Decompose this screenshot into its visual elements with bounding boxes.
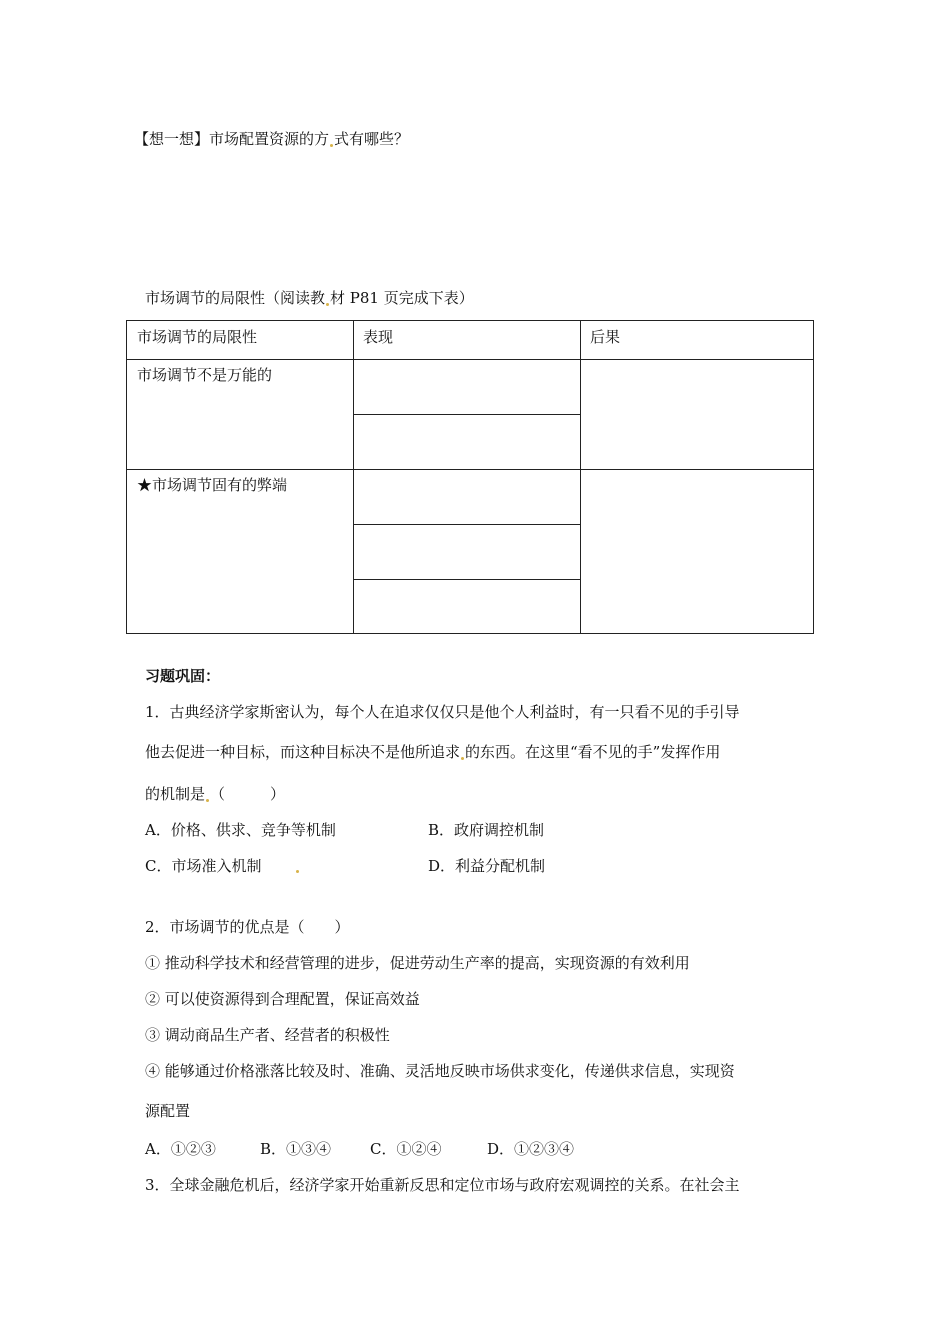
table-divider [353,579,580,580]
think-text-1: 【想一想】市场配置资源的方 [134,130,330,148]
header-limitations: 市场调节的局限性 [137,328,258,346]
q2-option-b: B．①③④ [260,1140,332,1158]
q1-line3-b: （ ） [210,785,286,803]
exercise-heading: 习题巩固： [145,667,221,685]
row2-label: ★市场调节固有的弊端 [137,476,288,494]
table-divider [127,469,813,470]
q1-line1: 1．古典经济学家斯密认为，每个人在追求仅仅只是他个人利益时，有一只看不见的手引导 [145,703,740,721]
q2-option-c: C．①②④ [370,1140,442,1158]
q3-line1: 3．全球金融危机后，经济学家开始重新反思和定位市场与政府宏观调控的关系。在社会主 [145,1176,740,1194]
table-divider [353,321,354,633]
q1-line2 [145,741,720,762]
think-prompt [134,128,409,149]
q1-option-a: A．价格、供求、竞争等机制 [145,821,336,839]
header-consequence: 后果 [590,328,621,346]
limitations-table [126,320,814,634]
highlight-dot [326,303,329,306]
row1-label: 市场调节不是万能的 [137,366,273,384]
q2-item2: ② 可以使资源得到合理配置，保证高效益 [145,990,420,1008]
q1-line2-b: 的东西。在这里“看不见的手”发挥作用 [465,743,721,761]
q1-line2-a: 他去促进一种目标，而这种目标决不是他所追求 [145,743,461,761]
q2-option-a: A．①②③ [145,1140,216,1158]
q2-option-d: D．①②③④ [487,1140,575,1158]
q2-item4-line1: ④ 能够通过价格涨落比较及时、准确、灵活地反映市场供求变化，传递供求信息，实现资 [145,1062,735,1080]
highlight-dot [330,144,333,147]
table-divider [580,321,581,633]
q1-option-d: D．利益分配机制 [428,857,546,875]
q2-item4-line2: 源配置 [145,1102,191,1120]
table-title-1: 市场调节的局限性（阅读教 [145,289,326,307]
highlight-dot [461,757,464,760]
table-title [145,287,474,308]
q2-item3: ③ 调动商品生产者、经营者的积极性 [145,1026,390,1044]
table-divider [353,524,580,525]
q1-option-b: B．政府调控机制 [428,821,545,839]
q1-line3 [145,783,285,804]
table-divider [127,359,813,360]
highlight-dot [206,799,209,802]
q2-item1: ① 推动科学技术和经营管理的进步，促进劳动生产率的提高，实现资源的有效利用 [145,954,690,972]
q2-stem: 2．市场调节的优点是（ ） [145,918,350,936]
q1-line3-a: 的机制是 [145,785,206,803]
q1-option-c: C．市场准入机制 [145,857,262,875]
header-manifestation: 表现 [363,328,394,346]
table-divider [353,414,580,415]
table-title-2: 材 P81 页完成下表） [330,289,474,307]
think-text-2: 式有哪些？ [334,130,410,148]
highlight-dot [296,870,299,873]
